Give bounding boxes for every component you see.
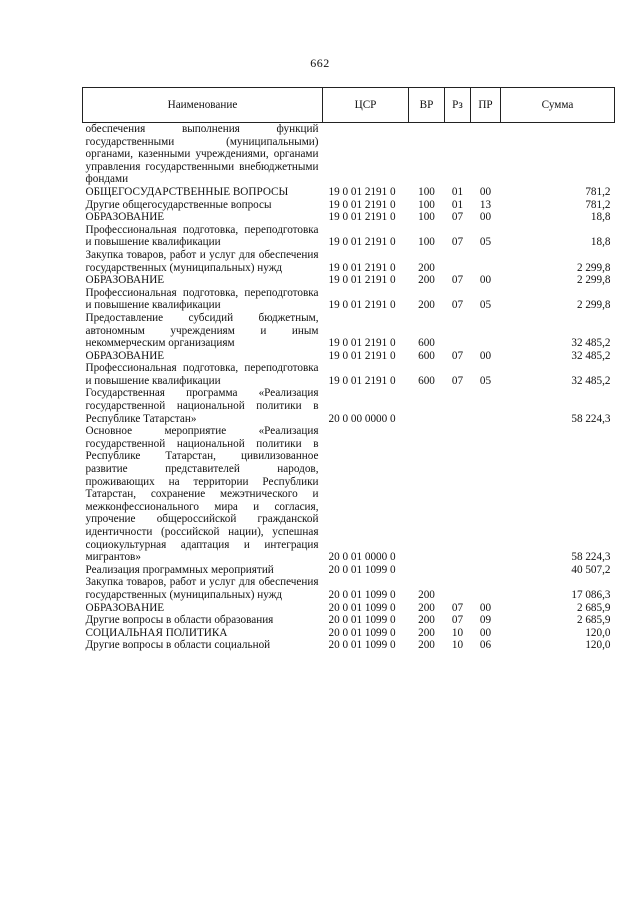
cell-vr	[409, 425, 445, 564]
cell-csr: 20 0 01 1099 0	[328, 614, 396, 627]
table-row	[83, 287, 615, 312]
header-sum: Сумма	[501, 88, 615, 123]
cell-rz	[445, 249, 471, 274]
cell-pr: 00	[479, 274, 492, 287]
cell-sum: 781,2	[585, 198, 611, 211]
cell-rz	[445, 564, 471, 577]
cell-rz: 01	[451, 185, 464, 198]
cell-name: ОБРАЗОВАНИЕ	[85, 274, 165, 287]
cell-pr	[471, 425, 501, 564]
table-row	[83, 224, 615, 249]
cell-csr: 20 0 01 1099 0	[328, 563, 396, 576]
cell-rz: 07	[451, 601, 464, 614]
table-row	[83, 564, 615, 577]
cell-sum: 2 299,8	[576, 299, 611, 312]
cell-sum: 18,8	[590, 211, 611, 224]
table-row	[83, 614, 615, 627]
cell-rz: 07	[451, 614, 464, 627]
cell-sum: 2 685,9	[576, 614, 611, 627]
cell-vr: 200	[418, 601, 435, 614]
cell-csr: 19 0 01 2191 0	[328, 374, 396, 387]
cell-rz: 01	[451, 198, 464, 211]
cell-csr: 19 0 01 2191 0	[328, 349, 396, 362]
cell-sum: 32 485,2	[571, 374, 611, 387]
cell-csr: 19 0 01 2191 0	[328, 236, 396, 249]
cell-vr: 100	[418, 185, 435, 198]
cell-vr: 100	[418, 236, 435, 249]
cell-name: Другие вопросы в области образования	[85, 614, 274, 627]
cell-vr	[409, 123, 445, 186]
cell-rz: 10	[451, 626, 464, 639]
cell-rz	[445, 576, 471, 601]
page-number: 662	[310, 56, 330, 70]
cell-sum	[501, 123, 615, 186]
cell-name: ОБРАЗОВАНИЕ	[85, 211, 165, 224]
table-row	[83, 312, 615, 350]
cell-csr	[323, 123, 409, 186]
table-row	[83, 249, 615, 274]
table-row	[83, 211, 615, 224]
table-row	[83, 199, 615, 212]
cell-rz: 10	[451, 639, 464, 652]
header-name: Наименование	[83, 88, 323, 123]
cell-rz	[445, 425, 471, 564]
cell-rz: 07	[451, 211, 464, 224]
cell-pr: 05	[479, 374, 492, 387]
cell-csr: 19 0 01 2191 0	[328, 185, 396, 198]
cell-vr: 200	[418, 639, 435, 652]
cell-name: Основное мероприятие «Реализация государственной национальной политики в Республике Татарстан, цивилизованное развитие представителей народов, проживающих на территории Республики Татарстан, сохранение межэтнического и межконфессионального мира и согласия, упрочение общероссийской гражданской идентичности (российской нации), успешная социокультурная адаптация и интеграция мигрантов»	[85, 425, 319, 564]
cell-rz: 07	[451, 274, 464, 287]
cell-name: Другие вопросы в области социальной	[85, 639, 271, 652]
header-vr: ВР	[409, 88, 445, 123]
cell-pr: 00	[479, 349, 492, 362]
cell-name: Закупка товаров, работ и услуг для обеспечения государственных (муниципальных) нужд	[85, 248, 319, 274]
table-row	[83, 186, 615, 199]
table-row	[83, 425, 615, 564]
table-row	[83, 576, 615, 601]
cell-csr: 20 0 01 1099 0	[328, 601, 396, 614]
cell-csr: 20 0 01 1099 0	[328, 639, 396, 652]
cell-pr: 00	[479, 626, 492, 639]
cell-sum: 2 299,8	[576, 261, 611, 274]
cell-name: обеспечения выполнения функций государственными (муниципальными) органами, казенными учреждениями, органами управления государственными внебюджетными фондами	[85, 123, 319, 186]
cell-rz	[445, 387, 471, 425]
table-row	[83, 639, 615, 652]
table-row	[83, 274, 615, 287]
cell-pr: 05	[479, 299, 492, 312]
budget-table	[82, 87, 615, 652]
cell-rz	[445, 123, 471, 186]
cell-csr: 20 0 01 1099 0	[328, 588, 396, 601]
cell-csr: 20 0 01 0000 0	[328, 551, 396, 564]
cell-pr	[471, 564, 501, 577]
cell-csr: 19 0 01 2191 0	[328, 299, 396, 312]
cell-name: Государственная программа «Реализация государственной национальной политики в Республике Татарстан»	[85, 387, 319, 425]
cell-vr: 200	[418, 626, 435, 639]
cell-sum: 2 685,9	[576, 601, 611, 614]
cell-sum: 18,8	[590, 236, 611, 249]
cell-name: ОБРАЗОВАНИЕ	[85, 601, 165, 614]
table-body	[83, 123, 615, 652]
cell-sum: 120,0	[585, 626, 611, 639]
cell-name: ОБЩЕГОСУДАРСТВЕННЫЕ ВОПРОСЫ	[85, 185, 289, 198]
cell-name: Реализация программных мероприятий	[85, 563, 274, 576]
cell-name: Предоставление субсидий бюджетным, автономным учреждениям и иным некоммерческим организациям	[85, 311, 319, 350]
header-pr: ПР	[471, 88, 501, 123]
cell-pr: 00	[479, 211, 492, 224]
cell-csr: 19 0 01 2191 0	[328, 211, 396, 224]
cell-vr	[409, 387, 445, 425]
table-row	[83, 602, 615, 615]
cell-pr	[471, 123, 501, 186]
cell-pr	[471, 576, 501, 601]
header-csr: ЦСР	[323, 88, 409, 123]
table-row	[83, 387, 615, 425]
cell-csr: 19 0 01 2191 0	[328, 198, 396, 211]
cell-csr: 19 0 01 2191 0	[328, 261, 396, 274]
cell-vr: 600	[418, 337, 435, 350]
cell-sum: 17 086,3	[571, 588, 611, 601]
table-row	[83, 362, 615, 387]
cell-pr: 00	[479, 601, 492, 614]
cell-rz: 07	[451, 236, 464, 249]
cell-name: СОЦИАЛЬНАЯ ПОЛИТИКА	[85, 626, 228, 639]
cell-pr: 09	[479, 614, 492, 627]
cell-vr: 200	[418, 614, 435, 627]
cell-pr: 00	[479, 185, 492, 198]
cell-name: Другие общегосударственные вопросы	[85, 198, 272, 211]
table-header	[83, 88, 615, 123]
cell-vr: 600	[418, 374, 435, 387]
cell-vr: 100	[418, 211, 435, 224]
table-row	[83, 627, 615, 640]
cell-vr: 200	[418, 299, 435, 312]
cell-name: Закупка товаров, работ и услуг для обеспечения государственных (муниципальных) нужд	[85, 576, 319, 601]
cell-rz: 07	[451, 349, 464, 362]
cell-sum: 40 507,2	[571, 563, 611, 576]
cell-csr: 19 0 01 2191 0	[328, 337, 396, 350]
cell-csr: 20 0 01 1099 0	[328, 626, 396, 639]
cell-vr: 200	[418, 261, 435, 274]
cell-vr: 200	[418, 274, 435, 287]
cell-sum: 58 224,3	[571, 551, 611, 564]
header-rz: Рз	[445, 88, 471, 123]
cell-csr: 20 0 00 0000 0	[328, 412, 396, 425]
cell-sum: 32 485,2	[571, 349, 611, 362]
cell-rz: 07	[451, 299, 464, 312]
cell-pr: 13	[479, 198, 492, 211]
cell-sum: 2 299,8	[576, 274, 611, 287]
cell-pr: 06	[479, 639, 492, 652]
cell-name: Профессиональная подготовка, переподготовка и повышение квалификации	[85, 362, 319, 387]
cell-sum: 58 224,3	[571, 412, 611, 425]
cell-sum: 120,0	[585, 639, 611, 652]
cell-vr: 100	[418, 198, 435, 211]
cell-vr: 200	[418, 588, 435, 601]
cell-sum: 781,2	[585, 185, 611, 198]
cell-name: Профессиональная подготовка, переподготовка и повышение квалификации	[85, 223, 319, 249]
cell-pr	[471, 312, 501, 350]
cell-vr: 600	[418, 349, 435, 362]
cell-pr	[471, 387, 501, 425]
cell-csr: 19 0 01 2191 0	[328, 274, 396, 287]
cell-name: Профессиональная подготовка, переподготовка и повышение квалификации	[85, 286, 319, 312]
cell-rz	[445, 312, 471, 350]
cell-vr	[409, 564, 445, 577]
cell-name: ОБРАЗОВАНИЕ	[85, 349, 165, 362]
cell-pr	[471, 249, 501, 274]
table-row	[83, 350, 615, 363]
cell-pr: 05	[479, 236, 492, 249]
cell-rz: 07	[451, 374, 464, 387]
cell-sum: 32 485,2	[571, 337, 611, 350]
table-row	[83, 123, 615, 186]
